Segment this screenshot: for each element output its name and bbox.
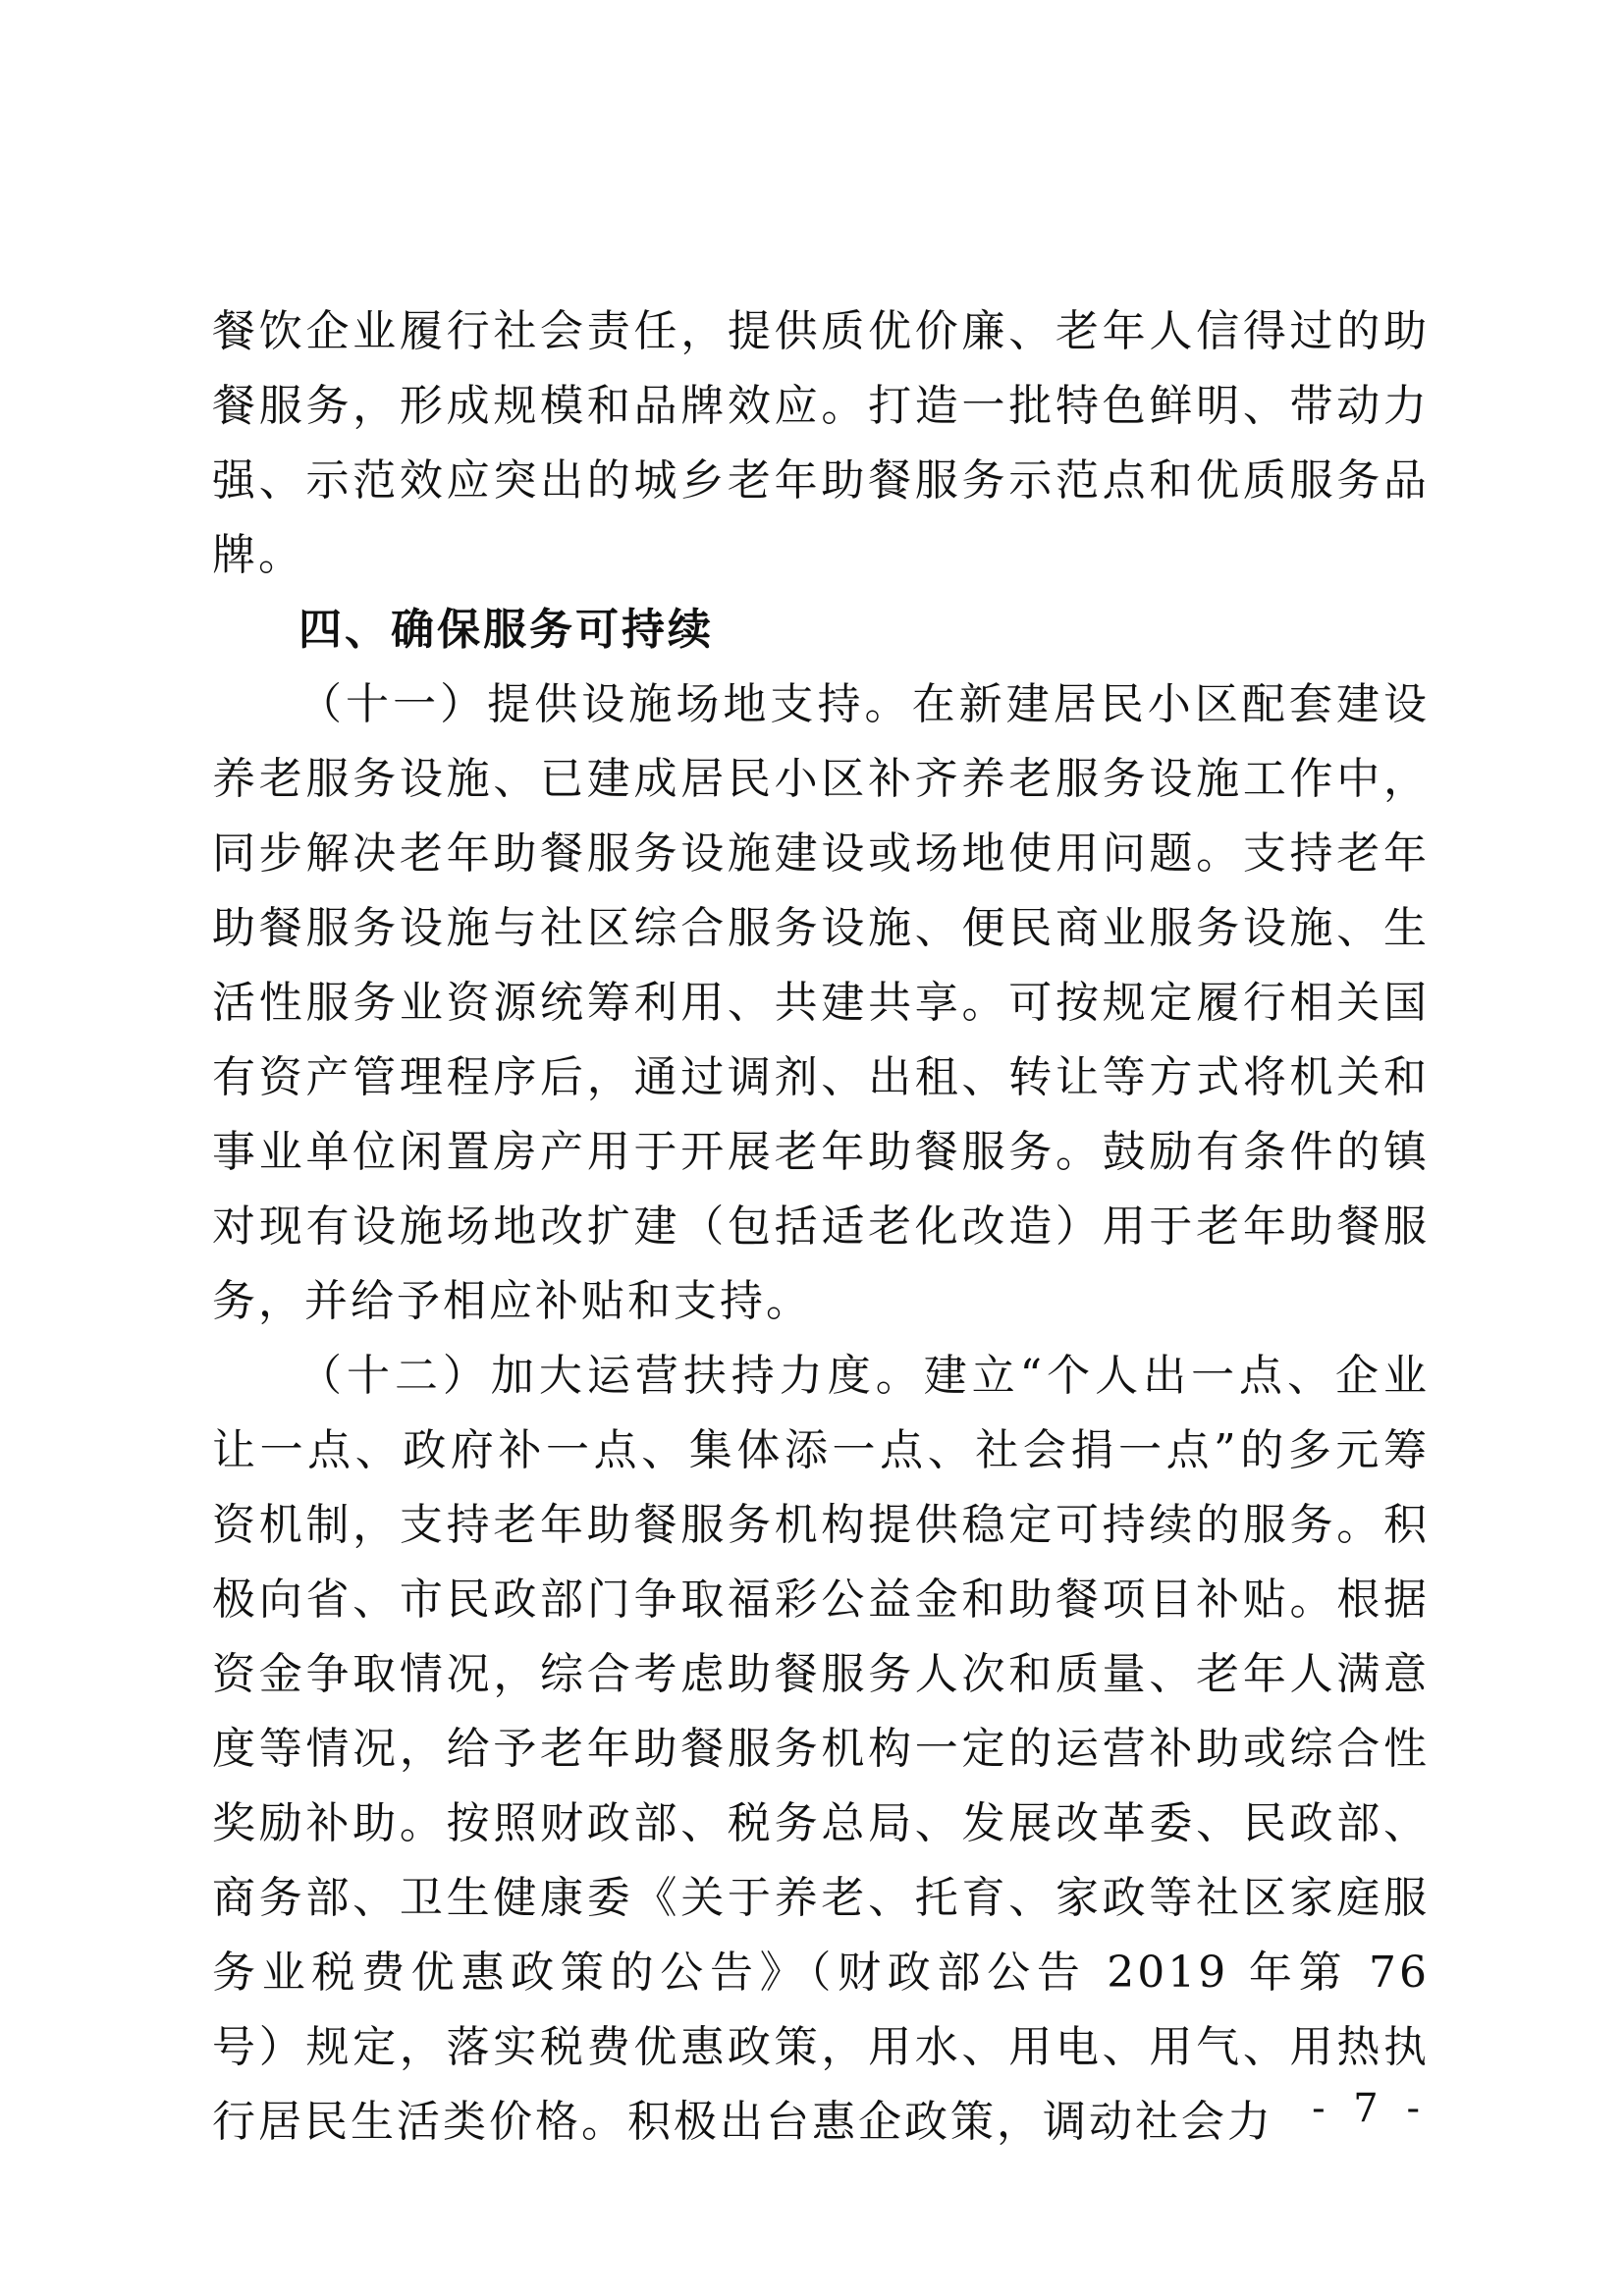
paragraph-item-12: （十二）加大运营扶持力度。建立“个人出一点、企业让一点、政府补一点、集体添一点、社会捐一点”的多元筹资机制，支持老年助餐服务机构提供稳定可持续的服务。积极向省、市民政部门争取福彩公益金和助餐项目补贴。根据资金争取情况，综合考虑助餐服务人次和质量、老年人满意度等情况，给予老年助餐服务机构一定的运营补助或综合性奖励补助。按照财政部、税务总局、发展改革委、民政部、商务部、卫生健康委《关于养老、托育、家政等社区家庭服务业税费优惠政策的公告》（财政部公告 2019 年第 76 号）规定，落实税费优惠政策，用水、用电、用气、用热执行居民生活类价格。积极出台惠企政策，调动社会力 <box>212 1351 1430 2147</box>
paragraph-item-11: （十一）提供设施场地支持。在新建居民小区配套建设养老服务设施、已建成居民小区补齐养老服务设施工作中，同步解决老年助餐服务设施建设或场地使用问题。支持老年助餐服务设施与社区综合服务设施、便民商业服务设施、生活性服务业资源统筹利用、共建共享。可按规定履行相关国有资产管理程序后，通过调剂、出租、转让等方式将机关和事业单位闲置房产用于开展老年助餐服务。鼓励有条件的镇对现有设施场地改扩建（包括适老化改造）用于老年助餐服务，并给予相应补贴和支持。 <box>212 679 1430 1326</box>
paragraph-continuation: 餐饮企业履行社会责任，提供质优价廉、老年人信得过的助餐服务，形成规模和品牌效应。打造一批特色鲜明、带动力强、示范效应突出的城乡老年助餐服务示范点和优质服务品牌。 <box>212 306 1430 580</box>
page-number: - 7 - <box>1312 2086 1428 2131</box>
document-body <box>212 294 1430 2160</box>
section-heading: 四、确保服务可持续 <box>298 605 714 655</box>
